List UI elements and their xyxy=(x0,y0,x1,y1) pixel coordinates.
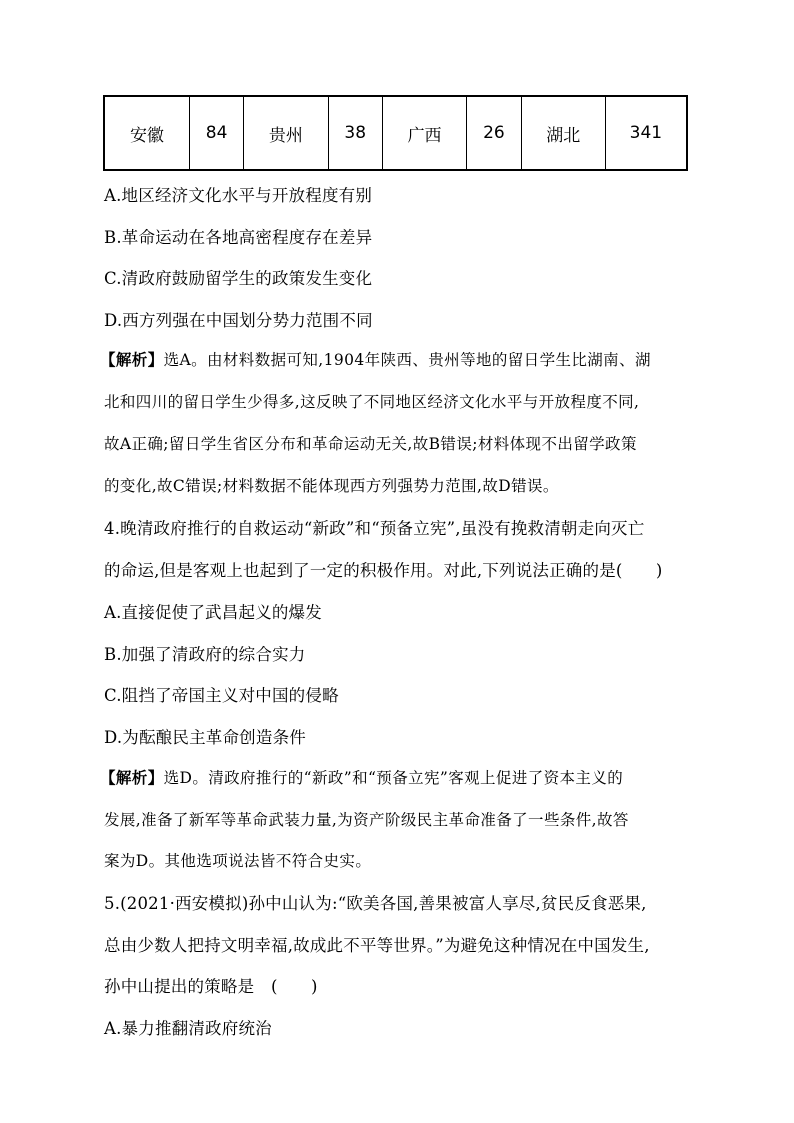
q5-stem-line-3: 孙中山提出的策略是 ( ) xyxy=(104,977,318,996)
table-cell: 38 xyxy=(328,96,382,170)
q4-option-c: C.阻挡了帝国主义对中国的侵略 xyxy=(104,686,339,705)
analysis-label: 【解析】 xyxy=(100,768,164,787)
q4-stem-line-2: 的命运,但是客观上也起到了一定的积极作用。对此,下列说法正确的是( ) xyxy=(104,561,663,580)
q4-analysis-line-3: 案为D。其他选项说法皆不符合史实。 xyxy=(104,852,372,870)
q3-option-d: D.西方列强在中国划分势力范围不同 xyxy=(104,311,373,330)
q5-stem-line-2: 总由少数人把持文明幸福,故成此不平等世界。”为避免这种情况在中国发生, xyxy=(104,936,650,955)
q3-analysis-line-2: 北和四川的留日学生少得多,这反映了不同地区经济文化水平与开放程度不同, xyxy=(104,393,640,411)
table-cell: 广西 xyxy=(382,96,466,170)
student-count-table xyxy=(103,95,688,171)
q4-option-b: B.加强了清政府的综合实力 xyxy=(104,645,306,664)
table-cell: 贵州 xyxy=(244,96,328,170)
q3-option-c: C.清政府鼓励留学生的政策发生变化 xyxy=(104,269,373,288)
table-cell: 湖北 xyxy=(521,96,605,170)
table-cell: 安徽 xyxy=(104,96,189,170)
q3-option-a: A.地区经济文化水平与开放程度有别 xyxy=(104,186,373,205)
table-cell: 26 xyxy=(467,96,521,170)
q4-option-d: D.为酝酿民主革命创造条件 xyxy=(104,728,306,747)
q3-analysis-line-3: 故A正确;留日学生省区分布和革命运动无关,故B错误;材料体现不出留学政策 xyxy=(104,435,637,453)
analysis-label: 【解析】 xyxy=(100,350,164,369)
q5-option-a: A.暴力推翻清政府统治 xyxy=(104,1019,272,1038)
q3-analysis-line-1: 【解析】选A。由材料数据可知,1904年陕西、贵州等地的留日学生比湖南、湖 xyxy=(100,350,651,369)
q4-analysis-line-2: 发展,准备了新军等革命武装力量,为资产阶级民主革命准备了一些条件,故答 xyxy=(104,811,629,829)
q3-option-b: B.革命运动在各地高密程度存在差异 xyxy=(104,228,373,247)
table-row xyxy=(104,96,687,170)
table-cell: 341 xyxy=(605,96,687,170)
q4-option-a: A.直接促使了武昌起义的爆发 xyxy=(104,603,322,622)
q4-stem-line-1: 4.晚清政府推行的自救运动“新政”和“预备立宪”,虽没有挽救清朝走向灭亡 xyxy=(104,519,645,538)
table-cell: 84 xyxy=(189,96,243,170)
q5-stem-line-1: 5.(2021·西安模拟)孙中山认为:“欧美各国,善果被富人享尽,贫民反食恶果, xyxy=(104,894,647,913)
q4-analysis-line-1: 【解析】选D。清政府推行的“新政”和“预备立宪”客观上促进了资本主义的 xyxy=(100,768,624,787)
q3-analysis-line-4: 的变化,故C错误;材料数据不能体现西方列强势力范围,故D错误。 xyxy=(104,477,559,495)
